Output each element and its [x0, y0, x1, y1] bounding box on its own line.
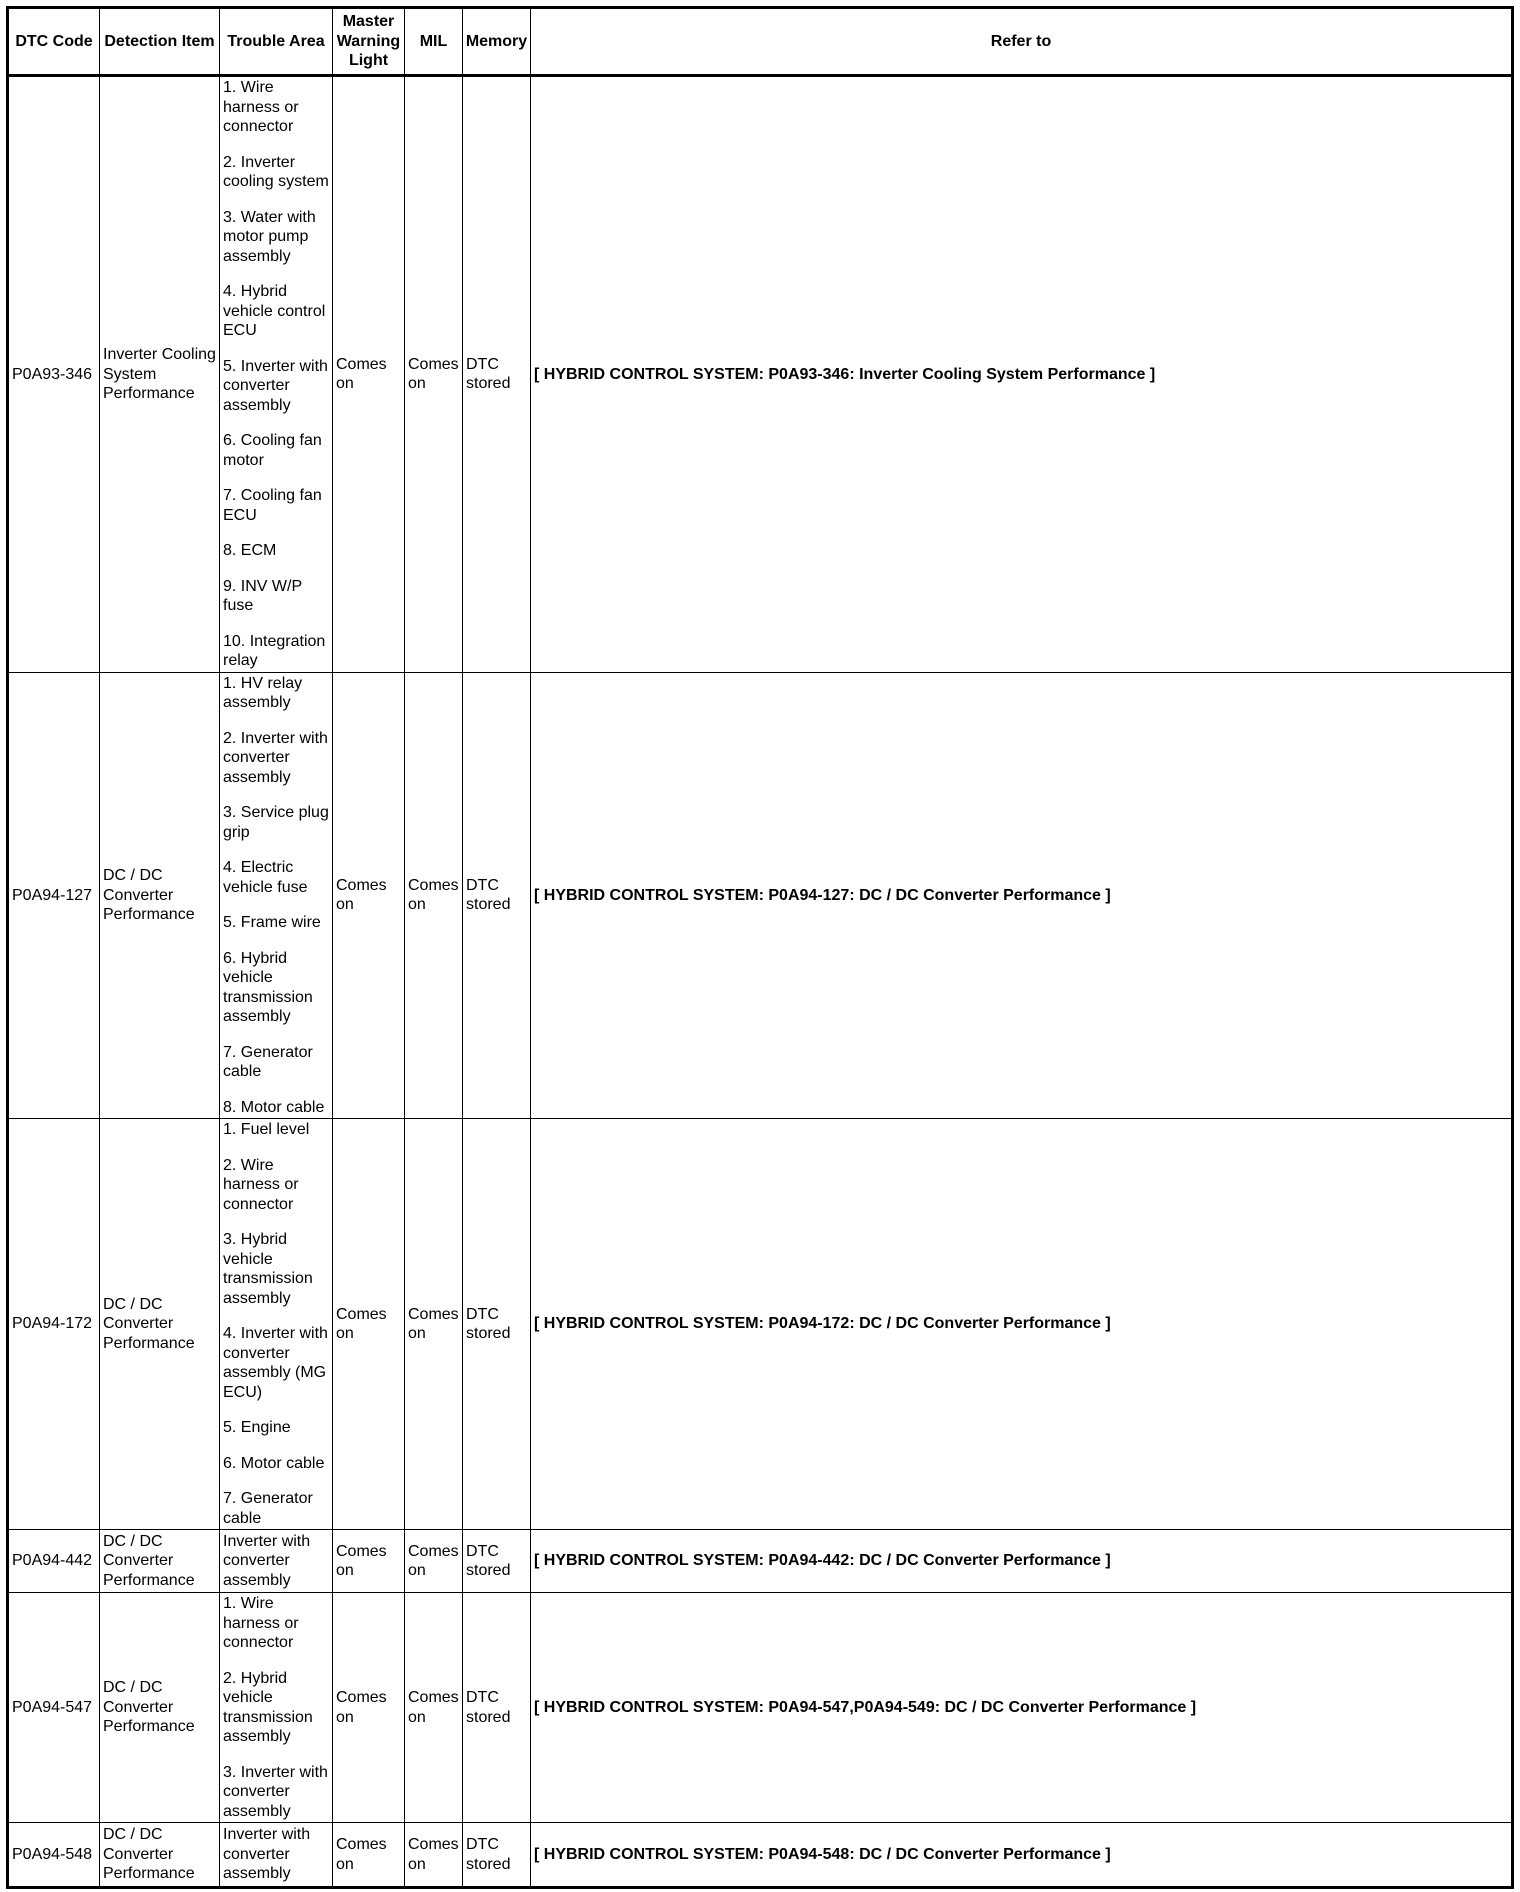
master-warning-cell: Comes on	[333, 1119, 405, 1530]
trouble-area-item: 3. Hybrid vehicle transmission assembly	[223, 1231, 313, 1307]
trouble-area-item: 8. Motor cable	[223, 1098, 325, 1116]
mil-cell: Comes on	[405, 1593, 463, 1823]
table-row	[8, 1823, 1513, 1888]
trouble-area-item: Inverter with converter assembly	[223, 1532, 311, 1589]
trouble-area-item: 2. Hybrid vehicle transmission assembly	[223, 1669, 313, 1745]
master-warning-cell: Comes on	[333, 1530, 405, 1593]
trouble-area-item: 3. Water with motor pump assembly	[223, 208, 316, 265]
trouble-area-cell	[220, 1119, 333, 1530]
trouble-area-item: 6. Motor cable	[223, 1454, 325, 1472]
table-row	[8, 1119, 1513, 1530]
trouble-area-cell	[220, 672, 333, 1119]
mil-cell: Comes on	[405, 672, 463, 1119]
header-row	[8, 8, 1513, 76]
memory-cell: DTC stored	[463, 1119, 531, 1530]
trouble-area-item: 1. Wire harness or connector	[223, 79, 299, 135]
table-row	[8, 1593, 1513, 1823]
memory-cell: DTC stored	[463, 672, 531, 1119]
trouble-area-item: 6. Cooling fan motor	[223, 432, 322, 469]
trouble-area-item: 2. Wire harness or connector	[223, 1156, 299, 1213]
master-warning-cell: Comes on	[333, 1593, 405, 1823]
detection-item-cell: DC / DC Converter Performance	[100, 1530, 220, 1593]
trouble-area-item: 7. Generator cable	[223, 1043, 313, 1080]
master-warning-cell: Comes on	[333, 672, 405, 1119]
refer-to-link[interactable]: [ HYBRID CONTROL SYSTEM: P0A94-442: DC / DC Converter Performance ]	[531, 1530, 1513, 1593]
dtc-code-cell: P0A94-127	[8, 672, 100, 1119]
trouble-area-item: 3. Service plug grip	[223, 804, 329, 841]
header-memory: Memory	[463, 8, 531, 76]
master-warning-cell: Comes on	[333, 76, 405, 673]
trouble-area-item: 1. Wire harness or connector	[223, 1595, 299, 1651]
detection-item-cell: DC / DC Converter Performance	[100, 1593, 220, 1823]
trouble-area-item: 5. Frame wire	[223, 914, 321, 931]
refer-to-link[interactable]: [ HYBRID CONTROL SYSTEM: P0A94-547,P0A94-549: DC / DC Converter Performance ]	[531, 1593, 1513, 1823]
mil-cell: Comes on	[405, 1823, 463, 1888]
memory-cell: DTC stored	[463, 76, 531, 673]
memory-cell: DTC stored	[463, 1593, 531, 1823]
table-row	[8, 1530, 1513, 1593]
detection-item-cell: DC / DC Converter Performance	[100, 1119, 220, 1530]
refer-to-link[interactable]: [ HYBRID CONTROL SYSTEM: P0A94-548: DC / DC Converter Performance ]	[531, 1823, 1513, 1888]
trouble-area-cell	[220, 1823, 333, 1888]
dtc-code-cell: P0A94-547	[8, 1593, 100, 1823]
dtc-code-cell: P0A94-548	[8, 1823, 100, 1888]
dtc-code-cell: P0A94-172	[8, 1119, 100, 1530]
trouble-area-item: 4. Hybrid vehicle control ECU	[223, 283, 326, 339]
header-detection-item: Detection Item	[100, 8, 220, 76]
trouble-area-item: 8. ECM	[223, 542, 277, 559]
header-mil: MIL	[405, 8, 463, 76]
trouble-area-item: 9. INV W/P fuse	[223, 577, 302, 614]
trouble-area-item: 10. Integration relay	[223, 632, 326, 669]
trouble-area-item: 2. Inverter cooling system	[223, 153, 329, 190]
trouble-area-item: 5. Inverter with converter assembly	[223, 357, 328, 414]
trouble-area-cell	[220, 1593, 333, 1823]
table-row	[8, 76, 1513, 673]
table-header	[8, 8, 1513, 76]
trouble-area-item: 5. Engine	[223, 1419, 291, 1436]
trouble-area-item: 1. HV relay assembly	[223, 674, 303, 711]
detection-item-cell: DC / DC Converter Performance	[100, 672, 220, 1119]
trouble-area-item: 6. Hybrid vehicle transmission assembly	[223, 949, 313, 1025]
trouble-area-item: 1. Fuel level	[223, 1121, 310, 1138]
mil-cell: Comes on	[405, 1530, 463, 1593]
memory-cell: DTC stored	[463, 1530, 531, 1593]
master-warning-cell: Comes on	[333, 1823, 405, 1888]
trouble-area-item: 3. Inverter with converter assembly	[223, 1763, 328, 1820]
header-refer-to: Refer to	[531, 8, 1513, 76]
trouble-area-item: 4. Electric vehicle fuse	[223, 859, 308, 896]
header-master-warning-light: Master Warning Light	[333, 8, 405, 76]
trouble-area-item: 7. Generator cable	[223, 1490, 313, 1527]
table-row	[8, 672, 1513, 1119]
memory-cell: DTC stored	[463, 1823, 531, 1888]
mil-cell: Comes on	[405, 1119, 463, 1530]
detection-item-cell: DC / DC Converter Performance	[100, 1823, 220, 1888]
mil-cell: Comes on	[405, 76, 463, 673]
refer-to-link[interactable]: [ HYBRID CONTROL SYSTEM: P0A94-127: DC / DC Converter Performance ]	[531, 672, 1513, 1119]
trouble-area-item: 4. Inverter with converter assembly (MG ECU)	[223, 1325, 328, 1401]
dtc-code-cell: P0A93-346	[8, 76, 100, 673]
refer-to-link[interactable]: [ HYBRID CONTROL SYSTEM: P0A93-346: Inverter Cooling System Performance ]	[531, 76, 1513, 673]
trouble-area-item: 2. Inverter with converter assembly	[223, 729, 328, 786]
dtc-table	[6, 6, 1514, 1889]
trouble-area-cell	[220, 1530, 333, 1593]
trouble-area-item: 7. Cooling fan ECU	[223, 487, 322, 524]
refer-to-link[interactable]: [ HYBRID CONTROL SYSTEM: P0A94-172: DC / DC Converter Performance ]	[531, 1119, 1513, 1530]
header-trouble-area: Trouble Area	[220, 8, 333, 76]
table-body	[8, 76, 1513, 1888]
dtc-code-cell: P0A94-442	[8, 1530, 100, 1593]
trouble-area-item: Inverter with converter assembly	[223, 1826, 311, 1883]
header-dtc-code: DTC Code	[8, 8, 100, 76]
trouble-area-cell	[220, 76, 333, 673]
detection-item-cell: Inverter Cooling System Performance	[100, 76, 220, 673]
